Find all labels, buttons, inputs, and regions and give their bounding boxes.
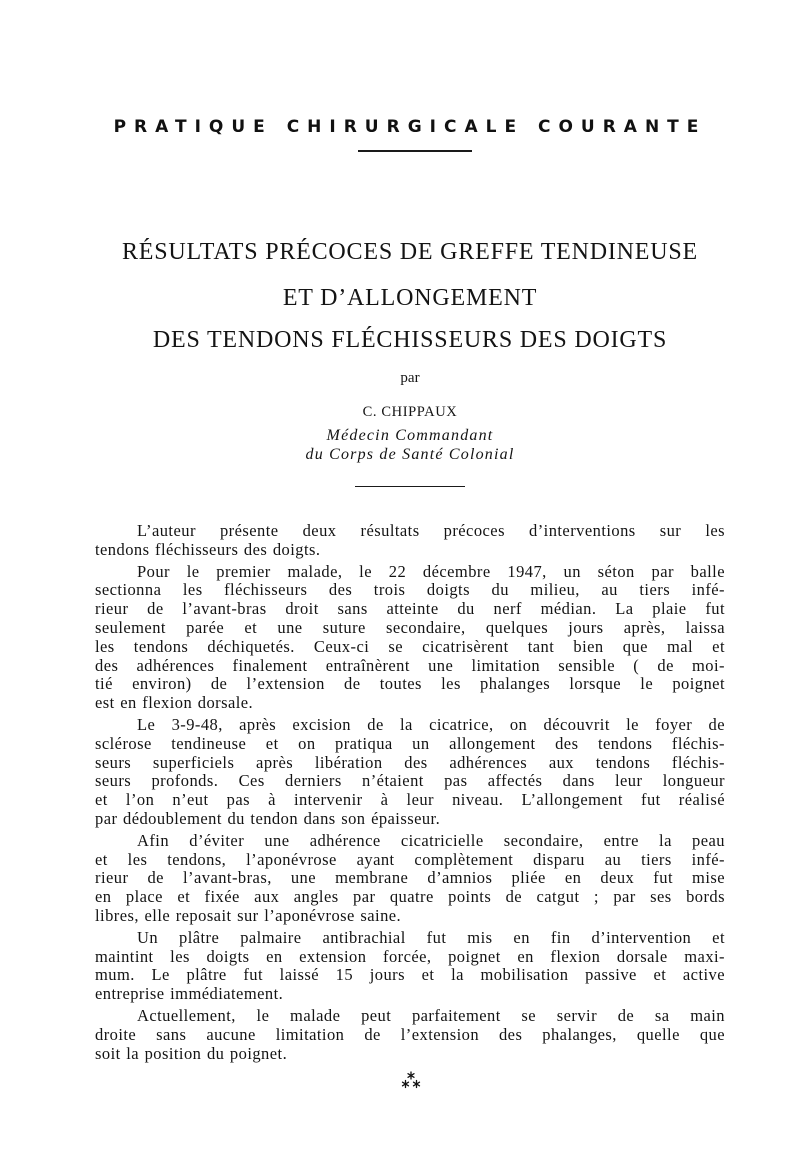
article-title-line-2: ET D’ALLONGEMENT	[282, 285, 538, 311]
paragraph-1	[95, 522, 725, 560]
body-line: sclérose tendineuse et on pratiqua un allongement des tendons fléchis-	[95, 733, 725, 753]
author-affiliation-line-1: Médecin Commandant	[326, 427, 494, 444]
paragraph-2	[95, 563, 725, 713]
body-line: Afin d’éviter une adhérence cicatricielle secondaire, entre la peau	[137, 830, 725, 850]
byline-prefix: par	[400, 370, 420, 386]
body-line: et l’on n’eut pas à intervenir à leur niveau. L’allongement fut réalisé	[95, 790, 725, 810]
body-line: L’auteur présente deux résultats précoces d’interventions sur les	[137, 521, 725, 540]
article-title-line-1: RÉSULTATS PRÉCOCES DE GREFFE TENDINEUSE	[121, 239, 699, 265]
body-line: des adhérences finalement entraînèrent une limitation sensible ( de moi-	[95, 655, 725, 675]
body-line: Pour le premier malade, le 22 décembre 1947, un séton par balle	[137, 561, 725, 581]
body-line: Le 3-9-48, après excision de la cicatrice, on découvrit le foyer de	[137, 714, 725, 734]
body-line: seurs superficiels après libération des adhérences aux tendons fléchis-	[95, 752, 725, 772]
body-line: seulement parée et une suture secondaire, quelques jours après, laissa	[95, 617, 725, 637]
body-line: Un plâtre palmaire antibrachial fut mis en fin d’intervention et	[137, 927, 725, 947]
asterism-icon	[400, 1071, 422, 1089]
body-line: droite sans aucune limitation de l’extension des phalanges, quelle que	[95, 1024, 725, 1044]
body-line: en place et fixée aux angles par quatre points de catgut ; par ses bords	[95, 887, 725, 907]
body-line: est en flexion dorsale.	[95, 693, 254, 713]
body-line: libres, elle reposait sur l’aponévrose saine.	[95, 905, 402, 925]
author-affiliation-line-2: du Corps de Santé Colonial	[305, 446, 515, 463]
paragraph-4	[95, 832, 725, 926]
body-line: Actuellement, le malade peut parfaitement se servir de sa main	[137, 1005, 725, 1025]
paragraph-6	[95, 1007, 725, 1063]
body-line: par dédoublement du tendon dans son épaisseur.	[95, 808, 441, 828]
body-line: les tendons déchiquetés. Ceux-ci se cicatrisèrent tant bien que mal et	[95, 636, 725, 656]
body-line: soit la position du poignet.	[95, 1043, 288, 1063]
body-line: rieur de l’avant-bras droit sans atteinte du nerf médian. La plaie fut	[95, 599, 725, 619]
body-line: sectionna les fléchisseurs des trois doigts du milieu, au tiers infé-	[95, 580, 725, 600]
body-line: mum. Le plâtre fut laissé 15 jours et la mobilisation passive et active	[95, 965, 725, 985]
byline-divider	[355, 486, 465, 487]
section-header: PRATIQUE CHIRURGICALE COURANTE	[113, 117, 707, 137]
body-line: tié environ) de l’extension de toutes les phalanges lorsque le poignet	[95, 674, 725, 694]
author-name: C. CHIPPAUX	[362, 404, 458, 420]
paragraph-5	[95, 929, 725, 1004]
body-line: rieur de l’avant-bras, une membrane d’amnios pliée en deux fut mise	[95, 868, 725, 888]
body-line: seurs profonds. Ces derniers n’étaient pas affectés dans leur longueur	[95, 771, 725, 791]
article-title-line-3: DES TENDONS FLÉCHISSEURS DES DOIGTS	[152, 327, 668, 353]
article-body	[95, 522, 725, 1063]
body-line: maintint les doigts en extension forcée, poignet en flexion dorsale maxi-	[95, 946, 725, 966]
body-line: entreprise immédiatement.	[95, 984, 284, 1004]
body-line: tendons fléchisseurs des doigts.	[95, 539, 321, 559]
paragraph-3	[95, 716, 725, 829]
header-divider	[358, 150, 472, 152]
body-line: et les tendons, l’aponévrose ayant complètement disparu au tiers infé-	[95, 849, 725, 869]
